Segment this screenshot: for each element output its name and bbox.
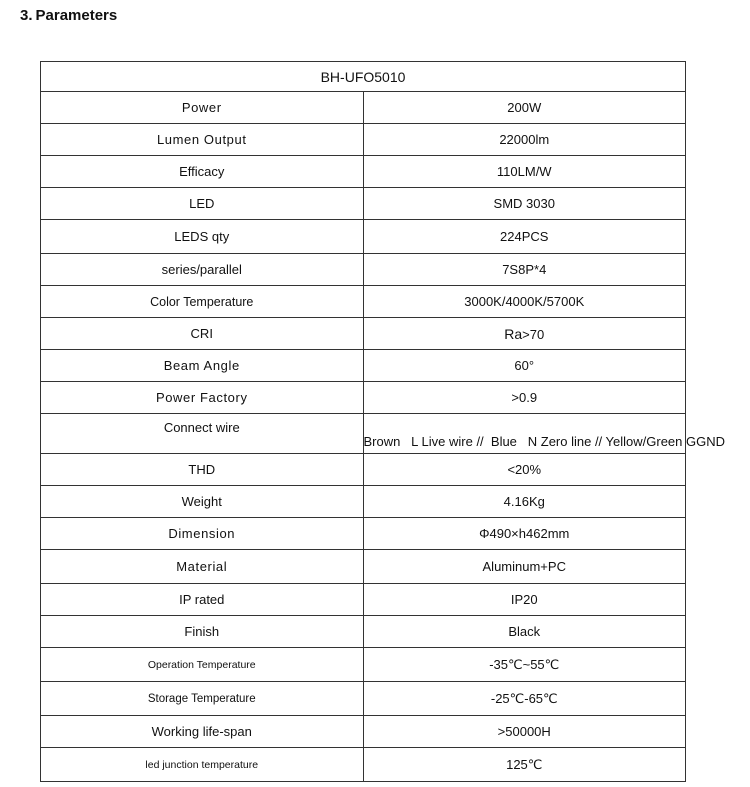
row-value	[363, 318, 686, 350]
table-row	[41, 648, 686, 682]
row-label: Efficacy	[41, 156, 364, 188]
row-value: Black	[363, 616, 686, 648]
row-label: Storage Temperature	[41, 682, 364, 716]
row-value: IP20	[363, 584, 686, 616]
row-label: LEDS qty	[41, 220, 364, 254]
table-header-row	[41, 62, 686, 92]
table-row	[41, 318, 686, 350]
table-row	[41, 454, 686, 486]
cri-prefix: Ra	[504, 325, 523, 342]
row-value: 224PCS	[363, 220, 686, 254]
table-row	[41, 716, 686, 748]
row-label: CRI	[41, 318, 364, 350]
model-name: BH-UFO5010	[41, 62, 686, 92]
table-row	[41, 350, 686, 382]
row-value: 4.16Kg	[363, 486, 686, 518]
table-row	[41, 188, 686, 220]
row-value: 7S8P*4	[363, 254, 686, 286]
table-row	[41, 616, 686, 648]
row-value: 3000K/4000K/5700K	[363, 286, 686, 318]
table-row	[41, 748, 686, 782]
table-row	[41, 584, 686, 616]
row-value: >0.9	[363, 382, 686, 414]
row-value: 22000lm	[363, 124, 686, 156]
row-label: Operation Temperature	[41, 648, 364, 682]
row-value: Aluminum+PC	[363, 550, 686, 584]
row-value: Φ490×h462mm	[363, 518, 686, 550]
row-value: <20%	[363, 454, 686, 486]
row-label: Power	[41, 92, 364, 124]
table-row	[41, 156, 686, 188]
row-label: Finish	[41, 616, 364, 648]
table-row	[41, 286, 686, 318]
row-label: Beam Angle	[41, 350, 364, 382]
parameters-table	[40, 61, 725, 782]
row-label: Power Factory	[41, 382, 364, 414]
table-row	[41, 254, 686, 286]
row-label: Connect wire	[41, 414, 364, 454]
table-row	[41, 550, 686, 584]
section-title: Parameters	[35, 7, 118, 24]
table-row	[41, 682, 686, 716]
row-value: 110LM/W	[363, 156, 686, 188]
row-value: -35℃~55℃	[363, 648, 686, 682]
row-label: led junction temperature	[41, 748, 364, 782]
row-label: IP rated	[41, 584, 364, 616]
row-value: SMD 3030	[363, 188, 686, 220]
table-row	[41, 92, 686, 124]
row-value: Brown L Live wire // Blue N Zero line // Yellow/Green GGND	[363, 414, 686, 454]
row-value: -25℃-65℃	[363, 682, 686, 716]
row-value: 125℃	[363, 748, 686, 782]
row-label: series/parallel	[41, 254, 364, 286]
section-heading	[20, 7, 117, 24]
table-row	[41, 124, 686, 156]
cri-value: >70	[522, 326, 545, 342]
row-value: 60°	[363, 350, 686, 382]
table-row	[41, 220, 686, 254]
section-number: 3.	[20, 7, 33, 24]
row-label: THD	[41, 454, 364, 486]
row-value: >50000H	[363, 716, 686, 748]
row-value: 200W	[363, 92, 686, 124]
row-label: Color Temperature	[41, 286, 364, 318]
row-label: Weight	[41, 486, 364, 518]
row-label: Lumen Output	[41, 124, 364, 156]
row-label: LED	[41, 188, 364, 220]
table-row	[41, 414, 686, 454]
row-label: Material	[41, 550, 364, 584]
table-row	[41, 486, 686, 518]
row-label: Dimension	[41, 518, 364, 550]
table-row	[41, 518, 686, 550]
row-label: Working life-span	[41, 716, 364, 748]
table-row	[41, 382, 686, 414]
